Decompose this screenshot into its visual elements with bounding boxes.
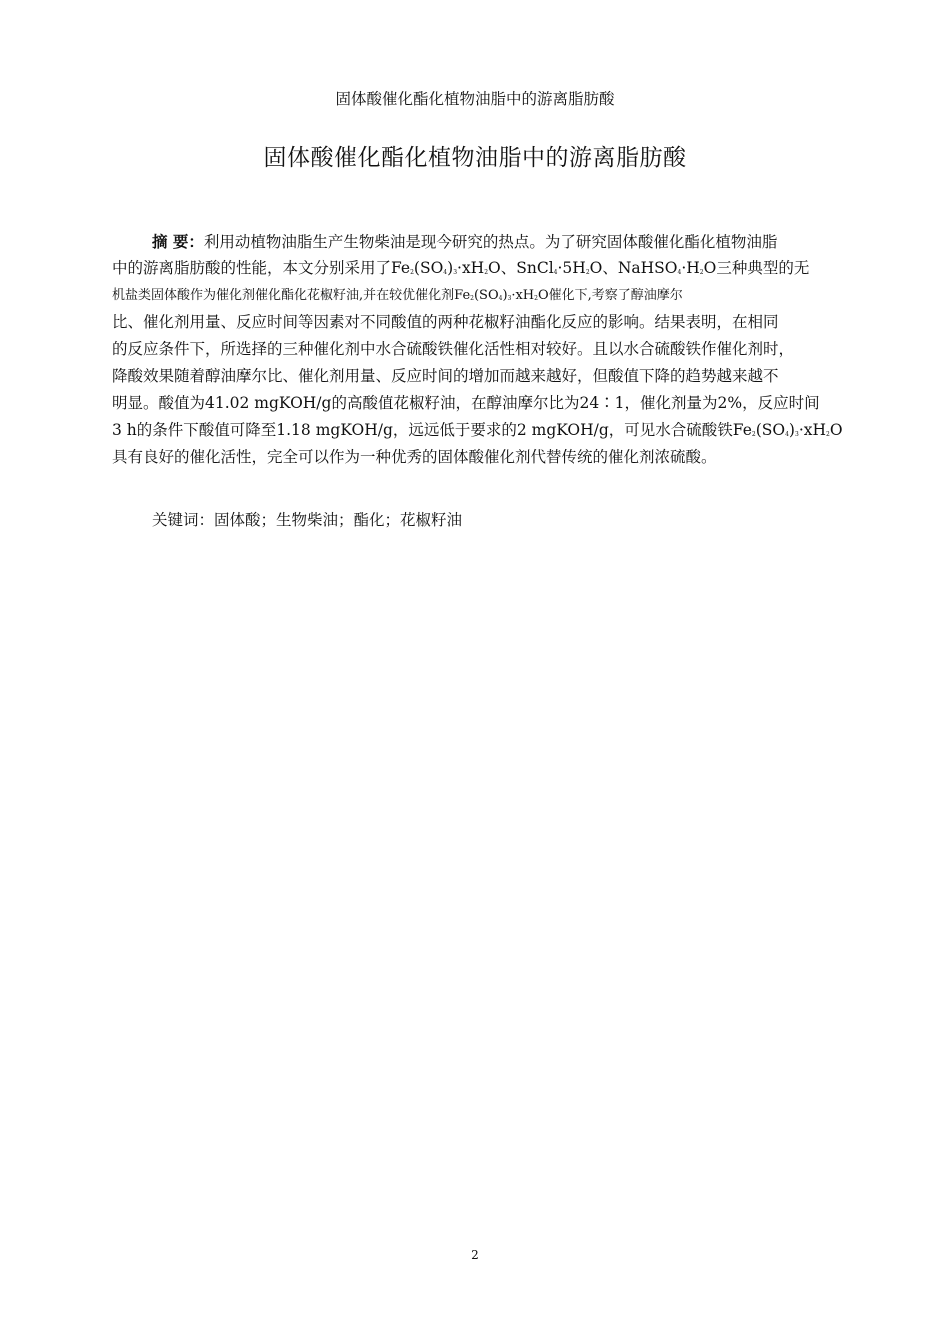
subscript: 3 — [453, 269, 458, 276]
abstract-line-9: 具有良好的催化活性，完全可以作为一种优秀的固体酸催化剂代替传统的催化剂浓硫酸。 — [112, 448, 717, 466]
abstract-line-1 — [112, 228, 878, 255]
abstract-line-2 — [112, 255, 878, 282]
subscript: 2 — [751, 431, 756, 438]
text-run: ) — [447, 259, 454, 277]
text-run: ·xH — [798, 421, 826, 439]
text-run: (SO — [473, 288, 499, 303]
text-run: O — [829, 421, 843, 439]
running-header: 固体酸催化酯化植物油脂中的游离脂肪酸 — [335, 90, 615, 108]
text-run: ·5H — [557, 259, 586, 277]
abstract-text: 利用动植物油脂生产生物柴油是现今研究的热点。为了研究固体酸催化酯化植物油脂 — [203, 233, 778, 251]
abstract-line-4: 比、催化剂用量、反应时间等因素对不同酸值的两种花椒籽油酯化反应的影响。结果表明，在相同 — [112, 313, 779, 331]
text-run: (SO — [413, 259, 444, 277]
text-run: O三种典型的无 — [703, 259, 810, 277]
text-run: ) — [788, 421, 795, 439]
text-run: O、SnCl — [488, 259, 554, 277]
subscript: 2 — [826, 431, 830, 438]
subscript: 4 — [443, 269, 448, 276]
text-run: 3 h的条件下酸值可降至1.18 mgKOH/g，远远低于要求的2 mgKOH/g，可见水合硫酸铁Fe — [112, 421, 752, 439]
abstract-line-8 — [112, 417, 878, 444]
paper-title: 固体酸催化酯化植物油脂中的游离脂肪酸 — [263, 145, 687, 171]
abstract — [112, 228, 878, 471]
subscript: 2 — [470, 295, 474, 302]
abstract-line-6: 降酸效果随着醇油摩尔比、催化剂用量、反应时间的增加而越来越好，但酸值下降的趋势越来越不 — [112, 367, 779, 385]
subscript: 2 — [534, 295, 538, 302]
keywords-text: 固体酸；生物柴油；酯化；花椒籽油 — [214, 511, 463, 529]
subscript: 3 — [794, 431, 799, 438]
text-run: ·H — [681, 259, 700, 277]
subscript: 4 — [498, 295, 503, 302]
text-run: 中的游离脂肪酸的性能，本文分别采用了Fe — [112, 259, 411, 277]
subscript: 2 — [484, 269, 489, 276]
page-number: 2 — [471, 1248, 479, 1262]
text-run: (SO — [755, 421, 786, 439]
keywords-label: 关键词： — [152, 511, 215, 529]
subscript: 4 — [677, 269, 682, 276]
subscript: 4 — [553, 269, 558, 276]
text-run: O催化下,考察了醇油摩尔 — [537, 288, 683, 303]
subscript: 4 — [785, 431, 789, 438]
text-run: 机盐类固体酸作为催化剂催化酯化花椒籽油,并在较优催化剂Fe — [112, 288, 471, 303]
text-run: ·xH — [511, 288, 535, 303]
text-run: ·xH — [457, 259, 485, 277]
subscript: 2 — [410, 269, 414, 276]
subscript: 2 — [585, 269, 590, 276]
text-run: O、NaHSO — [589, 259, 678, 277]
text-run: ) — [502, 288, 508, 303]
keywords — [152, 508, 462, 532]
subscript: 3 — [507, 295, 512, 302]
abstract-label: 摘 要： — [152, 232, 204, 251]
subscript: 2 — [699, 269, 704, 276]
abstract-line-3 — [112, 282, 878, 309]
abstract-line-7: 明显。酸值为41.02 mgKOH/g的高酸值花椒籽油，在醇油摩尔比为24∶1，催化剂量为2%，反应时间 — [112, 394, 820, 412]
abstract-line-5: 的反应条件下，所选择的三种催化剂中水合硫酸铁催化活性相对较好。且以水合硫酸铁作催化剂时， — [112, 340, 795, 358]
